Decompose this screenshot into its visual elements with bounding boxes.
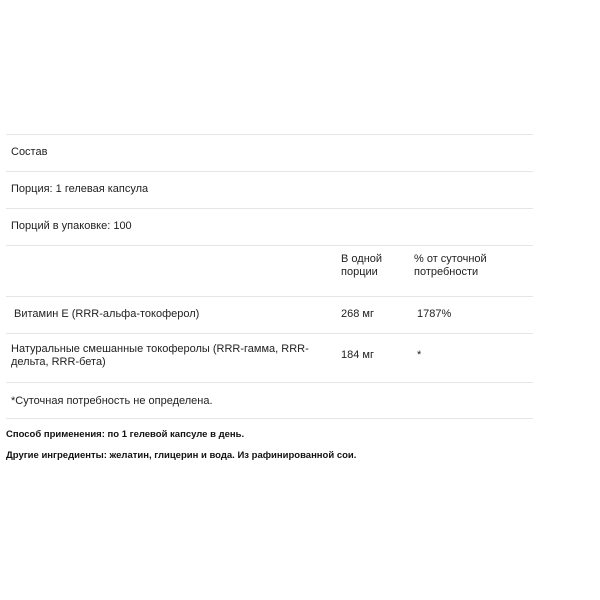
serving-size: Порция: 1 гелевая капсула: [11, 183, 149, 195]
nutrient-name: Натуральные смешанные токоферолы (RRR-гамма, RRR-дельта, RRR-бета): [11, 343, 309, 368]
supplement-facts-table: [6, 134, 533, 419]
nutrient-amount: 268 мг: [341, 308, 374, 320]
usage-note: Способ применения: по 1 гелевой капсуле в день.: [6, 429, 245, 440]
servings-per-container: Порций в упаковке: 100: [11, 220, 132, 232]
footnote-row: [6, 382, 533, 419]
product-notes: [6, 429, 566, 462]
amount-column-header: В одной порции: [341, 253, 383, 278]
nutrient-amount: 184 мг: [341, 349, 374, 361]
table-row: [6, 333, 533, 382]
nutrient-name: Витамин E (RRR-альфа-токоферол): [14, 308, 200, 320]
footnote: *Суточная потребность не определена.: [11, 395, 213, 407]
table-header-row: [6, 245, 533, 296]
other-ingredients-note: Другие ингредиенты: желатин, глицерин и вода. Из рафинированной сои.: [6, 450, 357, 461]
table-row: [6, 296, 533, 333]
nutrient-daily-value: 1787%: [417, 308, 452, 320]
facts-title-row: [6, 134, 533, 171]
daily-value-column-header: % от суточной потребности: [414, 253, 487, 278]
servings-per-container-row: [6, 208, 533, 245]
serving-size-row: [6, 171, 533, 208]
facts-title: Состав: [11, 146, 48, 158]
nutrient-daily-value: *: [417, 349, 422, 361]
